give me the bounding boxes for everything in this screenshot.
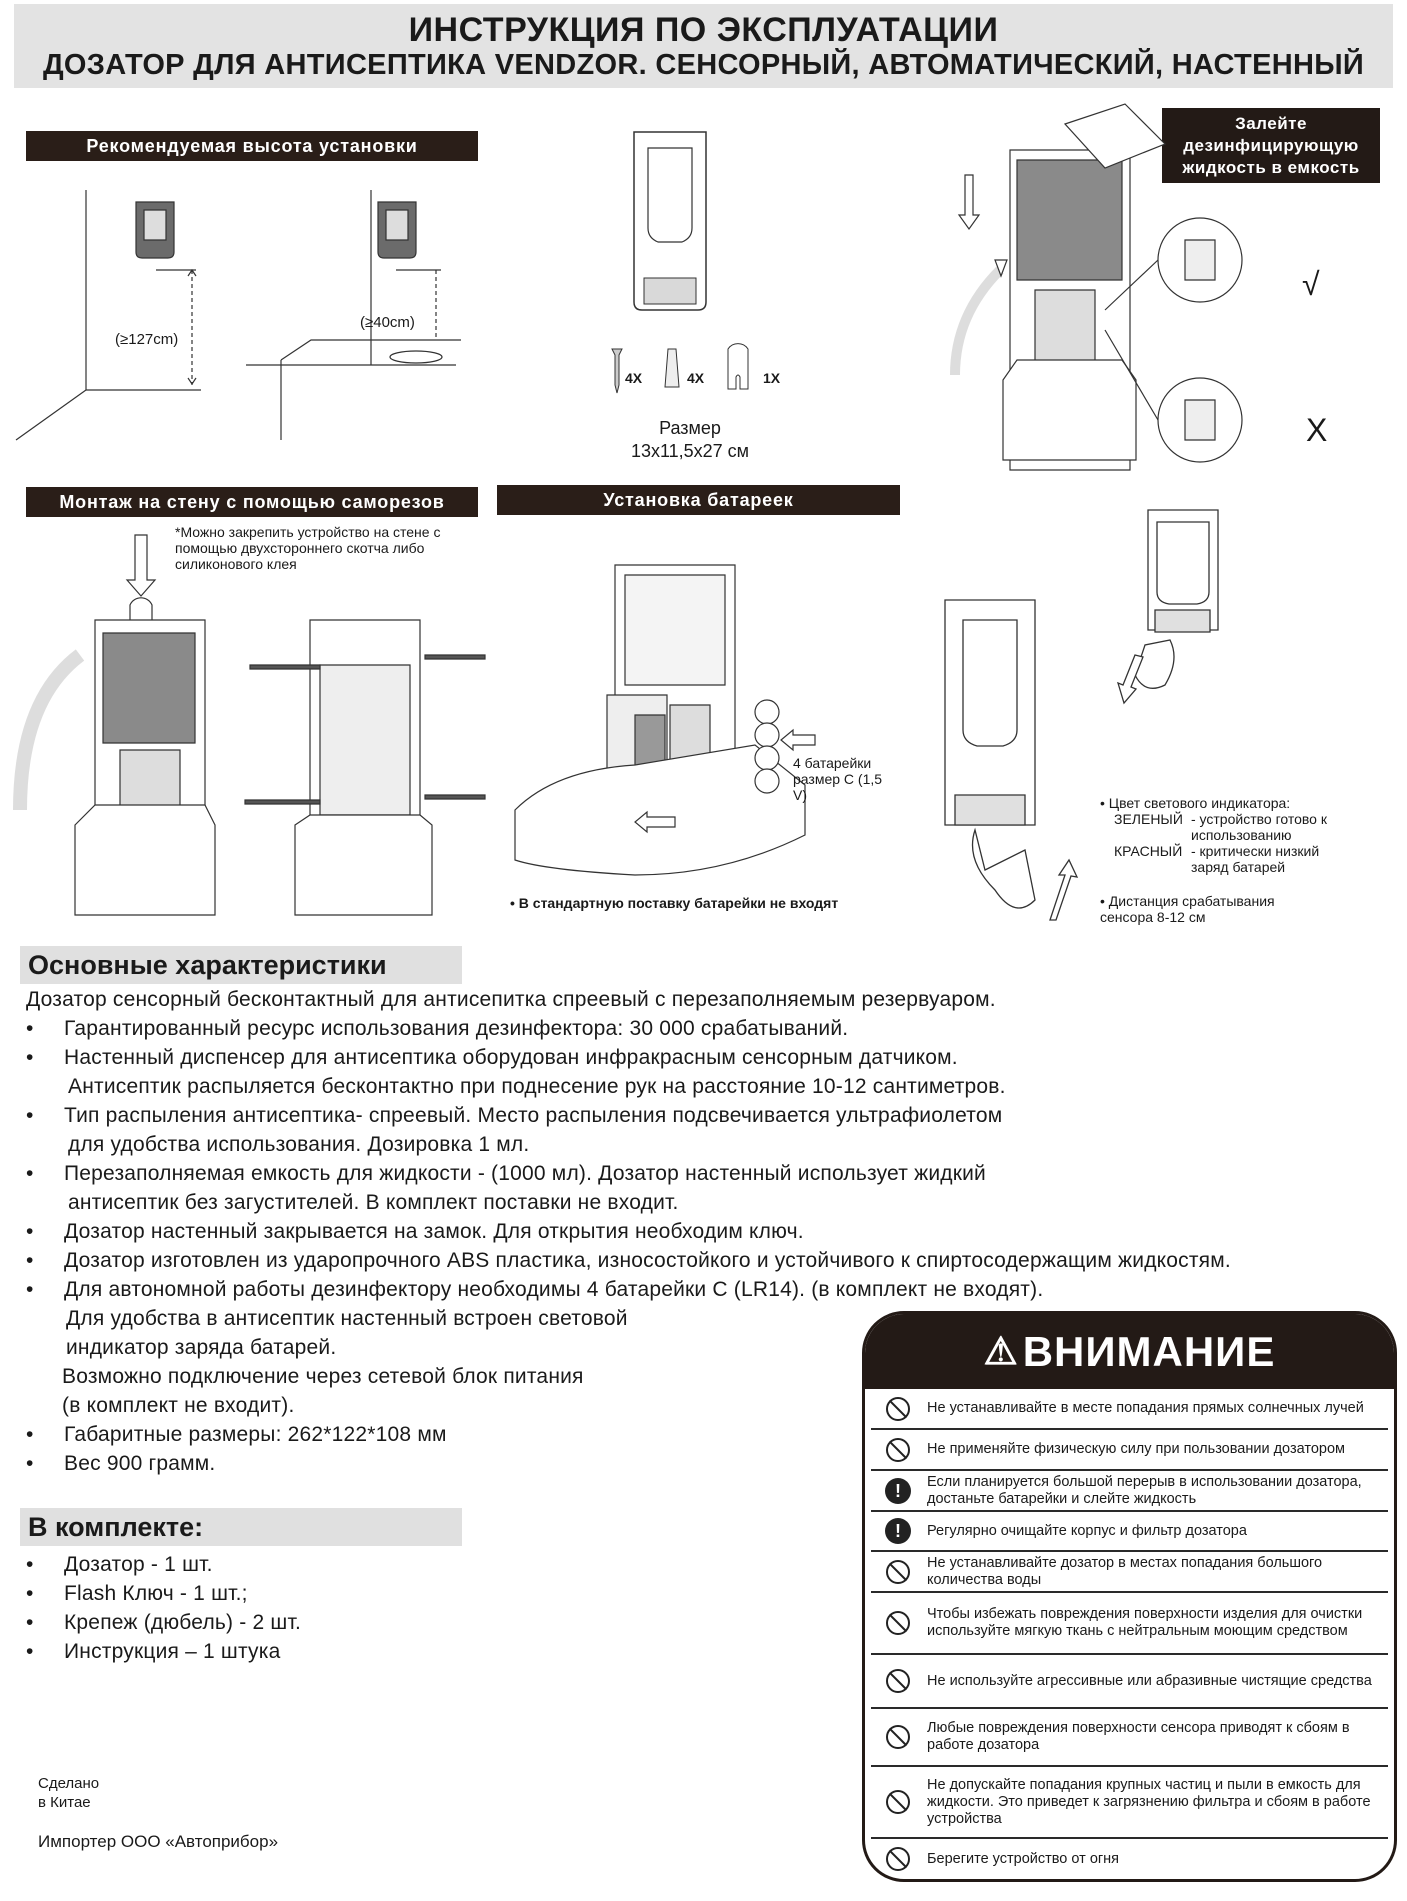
indicator-red-label: КРАСНЫЙ bbox=[1114, 843, 1183, 859]
exclamation-icon: ! bbox=[883, 1516, 913, 1546]
wall-mount-title: Монтаж на стену с помощью саморезов bbox=[26, 487, 478, 517]
document-subtitle: ДОЗАТОР ДЛЯ АНТИСЕПТИКА VENDZOR. СЕНСОРНЫЙ, АВТОМАТИЧЕСКИЙ, НАСТЕННЫЙ bbox=[42, 49, 1365, 81]
warning-header bbox=[865, 1314, 1394, 1389]
warning-box bbox=[862, 1311, 1397, 1882]
prohibited-icon bbox=[883, 1787, 913, 1817]
prohibited-icon bbox=[883, 1557, 913, 1587]
warning-triangle-icon: ⚠ bbox=[983, 1331, 1019, 1373]
label-sink-height: (≥40cm) bbox=[360, 314, 415, 331]
sensor-illustration bbox=[935, 510, 1265, 940]
prohibited-icon bbox=[883, 1666, 913, 1696]
indicator-title: • Цвет светового индикатора: bbox=[1100, 795, 1291, 811]
specs-item-cont: индикатор заряда батарей. bbox=[66, 1336, 337, 1359]
wrong-mark: X bbox=[1306, 412, 1328, 448]
specs-item-cont: (в комплект не входит). bbox=[62, 1394, 295, 1417]
specs-intro: Дозатор сенсорный бесконтактный для антисепитка спреевый с перезаполняемым резервуаром. bbox=[26, 988, 996, 1011]
specs-item-cont: Возможно подключение через сетевой блок питания bbox=[62, 1365, 584, 1388]
prohibited-icon bbox=[883, 1844, 913, 1874]
specs-item-cont: антисептик без загустителей. В комплект поставки не входит. bbox=[68, 1191, 679, 1214]
prohibited-icon bbox=[883, 1394, 913, 1424]
battery-title: Установка батареек bbox=[497, 485, 900, 515]
warning-item: Не устанавливайте дозатор в местах попадания большого количества воды bbox=[871, 1552, 1388, 1593]
sensor-distance: • Дистанция срабатывания сенсора 8-12 см bbox=[1100, 893, 1275, 925]
warning-item: ! Если планируется большой перерыв в использовании дозатора, достаньте батарейки и слейте жидкость bbox=[871, 1471, 1388, 1512]
size-label: Размер bbox=[659, 418, 721, 438]
prohibited-icon bbox=[883, 1435, 913, 1465]
battery-label: 4 батарейки размер С (1,5 V) bbox=[793, 755, 883, 803]
fill-liquid-illustration bbox=[935, 110, 1265, 470]
specs-title: Основные характеристики bbox=[20, 946, 462, 984]
size-value: 13x11,5x27 см bbox=[630, 441, 750, 461]
dispenser-front-illustration bbox=[630, 128, 710, 313]
specs-item-cont: Антисептик распыляется бесконтактно при поднесение рук на расстояние 10-12 сантиметров. bbox=[68, 1075, 1006, 1098]
warning-item: Не устанавливайте в месте попадания прямых солнечных лучей bbox=[871, 1389, 1388, 1430]
warning-title: ВНИМАНИЕ bbox=[1022, 1327, 1276, 1375]
battery-note: • В стандартную поставку батарейки не входят bbox=[510, 895, 839, 911]
indicator-green-label: ЗЕЛЕНЫЙ bbox=[1114, 811, 1183, 827]
warning-item: ! Регулярно очищайте корпус и фильтр дозатора bbox=[871, 1512, 1388, 1552]
key-qty: 1X bbox=[763, 370, 781, 386]
prohibited-icon bbox=[883, 1608, 913, 1638]
install-height-title: Рекомендуемая высота установки bbox=[26, 131, 478, 161]
warning-item: Не используйте агрессивные или абразивные чистящие средства bbox=[871, 1655, 1388, 1709]
warning-item: Чтобы избежать повреждения поверхности изделия для очистки используйте мягкую ткань с нейтральным моющим средством bbox=[871, 1593, 1388, 1655]
warning-item: Не допускайте попадания крупных частиц и пыли в емкость для жидкости. Это приведет к загрязнению фильтра и сбоям в работе устройства bbox=[871, 1767, 1388, 1839]
made-in-line2: в Китае bbox=[38, 1794, 91, 1811]
wall-mount-note: *Можно закрепить устройство на стене с помощью двухстороннего скотча либо силиконового клея bbox=[175, 524, 441, 572]
wall-mount-illustration bbox=[15, 535, 475, 905]
document-header bbox=[14, 4, 1393, 88]
document-title: ИНСТРУКЦИЯ ПО ЭКСПЛУАТАЦИИ bbox=[408, 11, 999, 49]
specs-item-cont: Для удобства в антисептик настенный встроен световой bbox=[66, 1307, 628, 1330]
specs-item-cont: для удобства использования. Дозировка 1 мл. bbox=[68, 1133, 530, 1156]
warning-item: Берегите устройство от огня bbox=[871, 1839, 1388, 1879]
correct-mark: √ bbox=[1302, 266, 1320, 302]
fill-liquid-label: Залейте дезинфицирующую жидкость в емкость bbox=[1162, 108, 1380, 183]
made-in-line1: Сделано bbox=[38, 1775, 100, 1792]
label-wall-height: (≥127cm) bbox=[115, 331, 179, 348]
warning-item: Не применяйте физическую силу при пользовании дозатором bbox=[871, 1430, 1388, 1471]
importer: Импортер ООО «Автоприбор» bbox=[38, 1832, 279, 1851]
exclamation-icon: ! bbox=[883, 1476, 913, 1506]
package-title: В комплекте: bbox=[20, 1508, 462, 1546]
screws-qty: 4X bbox=[625, 370, 643, 386]
indicator-green-text: - устройство готово к использованию bbox=[1191, 811, 1327, 843]
prohibited-icon bbox=[883, 1722, 913, 1752]
indicator-red-text: - критически низкий заряд батарей bbox=[1191, 843, 1320, 875]
battery-illustration bbox=[515, 565, 835, 885]
dowels-qty: 4X bbox=[687, 370, 705, 386]
warning-item: Любые повреждения поверхности сенсора приводят к сбоям в работе дозатора bbox=[871, 1709, 1388, 1767]
